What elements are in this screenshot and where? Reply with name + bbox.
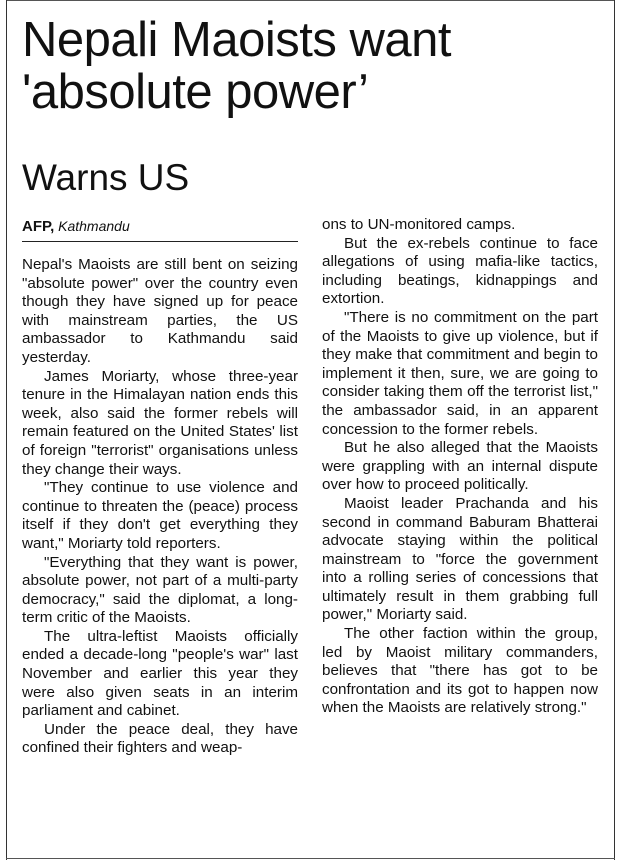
byline-location: Kathmandu	[58, 218, 130, 234]
clipping-border-left	[6, 0, 7, 860]
paragraph: "Everything that they want is power, absolute power, not part of a multi-party democracy," said the diplomat, a long-term critic of the Maoists.	[22, 553, 298, 627]
clipping-border-bottom	[6, 858, 615, 859]
paragraph: Maoist leader Prachanda and his second in command Baburam Bhatterai advocate staying within the political mainstream to "force the government into a rolling series of concessions that ultimately result in them grabbing full power," Moriarty said.	[322, 494, 598, 624]
paragraph-continued: ons to UN-monitored camps.	[322, 216, 516, 233]
paragraph: The ultra-leftist Maoists officially ended a decade-long "people's war" last November and earlier this year they were also given seats in an interim parliament and cabinet.	[22, 627, 298, 720]
article-column-left	[22, 256, 298, 758]
paragraph: The other faction within the group, led by Maoist military commanders, believes that "there has got to be confrontation and its got to happen now when the Maoists are relatively strong."	[322, 625, 598, 717]
paragraph: "They continue to use violence and continue to threaten the (peace) process itself if they don't get everything they want," Moriarty told reporters.	[22, 479, 298, 552]
clipping-border-top	[6, 0, 615, 1]
byline-agency: AFP,	[22, 218, 55, 235]
paragraph: "There is no commitment on the part of the Maoists to give up violence, but if they make that commitment and begin to implement it then, sure, we are going to consider taking them off the terrorist list," the ambassador said, in an apparent concession to the former rebels.	[322, 308, 598, 438]
paragraph: But the ex-rebels continue to face allegations of using mafia-like tactics, including beatings, kidnappings and extortion.	[322, 234, 598, 308]
paragraph: But he also alleged that the Maoists were grappling with an internal dispute over how to proceed politically.	[322, 439, 598, 494]
paragraph: Nepal's Maoists are still bent on seizing "absolute power" over the country even though they have signed up for peace with mainstream parties, the US ambassador to Kathmandu said yesterday.	[22, 256, 298, 366]
byline	[22, 216, 298, 242]
headline-line-2: 'absolute power’	[22, 65, 369, 119]
headline	[22, 14, 612, 118]
headline-line-1: Nepali Maoists want	[22, 13, 451, 67]
subheadline: Warns US	[22, 157, 190, 198]
paragraph: James Moriarty, whose three-year tenure in the Himalayan nation ends this week, also said the former rebels will remain featured on the United States' list of foreign "terrorist" organisations unless they change their ways.	[22, 367, 298, 478]
clipping-border-right	[614, 0, 615, 860]
paragraph: Under the peace deal, they have confined their fighters and weap-	[22, 720, 298, 757]
article-column-right	[322, 216, 598, 718]
